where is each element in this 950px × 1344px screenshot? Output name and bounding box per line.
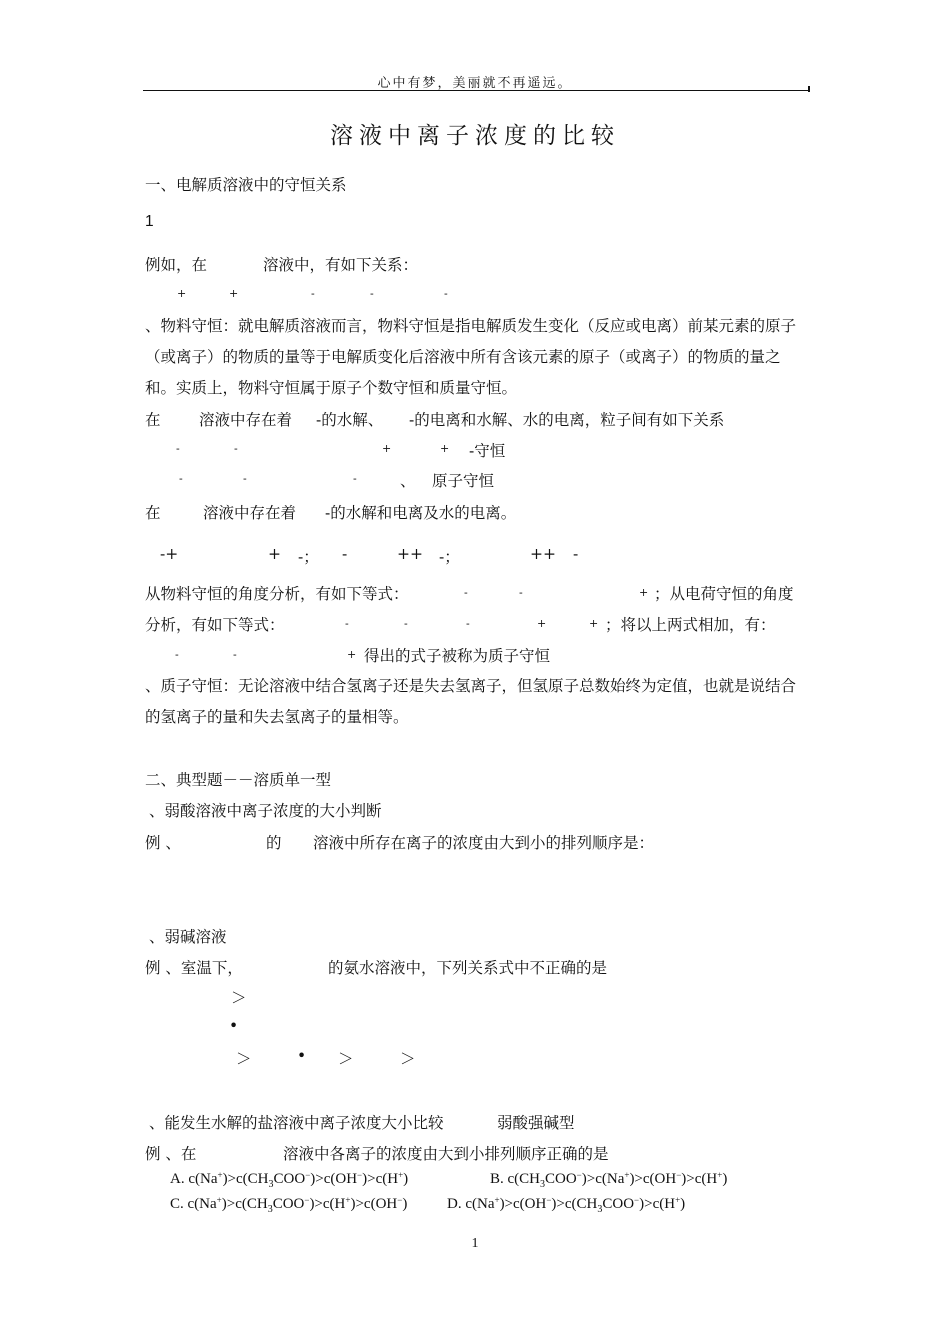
nahco3-line: -的水解和电离及水的电离。 [325,504,517,522]
subsection-salt-type: 弱酸强碱型 [497,1114,575,1132]
example-intro-rest: 溶液中，有如下关系： [263,256,419,274]
subsection-salt-hydrolysis: 、能发生水解的盐溶液中离子浓度大小比较 [149,1114,444,1132]
page-header: 心中有梦，美丽就不再遥远。 [377,76,573,91]
derivation-line-2-end: ；将以上两式相加，有： [605,616,776,634]
relation-symbol: ＞ [338,1050,354,1068]
eq-sign: - [175,648,179,661]
item-number: 1 [145,213,154,230]
eq-sign: - [519,586,523,599]
relation-symbol: • [297,1047,307,1065]
derivation-line-1: 从物料守恒的角度分析，有如下等式： [145,585,409,603]
eq-sign: + [589,617,599,630]
derivation-line-1-end: ；从电荷守恒的角度 [654,585,794,603]
atom-conservation-label: 原子守恒 [432,472,495,490]
example-2-label: 例 、室温下， [145,959,243,977]
example-1-text: 溶液中所存在离子的浓度由大到小的排列顺序是： [313,834,655,852]
na-solution-line: 溶液中存在着 [199,411,293,429]
eq-sign: + [382,442,392,455]
proton-conservation-note: 得出的式子被称为质子守恒 [364,647,551,665]
option-d[interactable]: D. $c(Na^+)>c(OH^-)>c(CH_3COO^-)>c(H^+)$ [447,1195,686,1215]
ionization-eq: ++ [397,545,423,563]
option-a[interactable]: A. $c(Na^+)>c(CH_3COO^-)>c(OH^-)>c(H^+)$ [170,1170,409,1190]
page-number: 1 [471,1236,479,1251]
eq-sign: - [353,472,357,485]
material-conservation-paragraph: 、物料守恒：就电解质溶液而言，物料守恒是指电解质发生变化（反应或电离）前某元素的原子（或离子）的物质的量等于电解质变化后溶液中所有含该元素的原子（或离子）的物质的量之和。实质上，物料守恒属于原子个数守恒和质量守恒。 [145,317,797,397]
eq-sign: - [233,648,237,661]
example-1-text: 的 [266,834,282,852]
eq-sign: - [404,617,408,630]
eq-sign: + [440,442,450,455]
option-c[interactable]: C. $c(Na^+)>c(CH_3COO^-)>c(H^+)>c(OH^-)$ [170,1195,408,1215]
eq-sign: 、 [400,472,416,490]
derivation-line-2: 分析，有如下等式： [145,616,285,634]
example-3-label: 例 、在 [145,1145,197,1163]
eq-sign: + [347,648,357,661]
relation-symbol: ＞ [236,1050,252,1068]
eq-sign: - [345,617,349,630]
relation-symbol: ＞ [400,1050,416,1068]
ionization-eq: ++ [530,545,556,563]
document-title: 溶液中离子浓度的比较 [330,123,620,149]
section-2-heading: 二、典型题－－溶质单一型 [145,771,332,789]
charge-sign: + [177,287,187,300]
na-solution-line: -的水解、 [316,411,384,429]
charge-sign: - [444,287,448,300]
ionization-eq: -； [439,548,460,566]
relation-symbol: • [229,1017,239,1035]
eq-sign: + [639,586,649,599]
charge-sign: - [370,287,374,300]
charge-conservation-label: -守恒 [469,442,506,460]
nahco3-line: 在 [145,504,161,522]
eq-sign: - [243,472,247,485]
option-b[interactable]: B. $c(CH_3COO^-)>c(Na^+)>c(OH^-)>c(H^+)$ [490,1170,728,1190]
header-rule-tick [808,86,810,92]
proton-conservation-paragraph: 、质子守恒：无论溶液中结合氢离子还是失去氢离子，但氢原子总数始终为定值，也就是说结合的氢离子的量和失去氢离子的量相等。 [145,677,797,726]
eq-sign: - [179,472,183,485]
example-3-text: 溶液中各离子的浓度由大到小排列顺序正确的是 [283,1145,609,1163]
charge-sign: + [229,287,239,300]
subsection-weak-acid: 、弱酸溶液中离子浓度的大小判断 [149,802,382,820]
example-intro: 例如，在 [145,256,208,274]
section-1-heading: 一、电解质溶液中的守恒关系 [145,176,347,194]
ionization-eq: -； [298,548,319,566]
eq-sign: - [466,617,470,630]
ionization-eq: - [342,545,348,563]
charge-sign: - [311,287,315,300]
ionization-eq: -+ [160,545,179,563]
eq-sign: + [537,617,547,630]
na-solution-line: -的电离和水解、水的电离，粒子间有如下关系 [409,411,725,429]
eq-sign: - [464,586,468,599]
eq-sign: - [234,442,238,455]
header-rule [143,90,810,91]
nahco3-line: 溶液中存在着 [203,504,297,522]
subsection-weak-base: 、弱碱溶液 [149,928,227,946]
na-solution-line: 在 [145,411,161,429]
ionization-eq: + [268,545,281,563]
example-2-text: 的氨水溶液中，下列关系式中不正确的是 [328,959,608,977]
example-1-label: 例 、 [145,834,181,852]
ionization-eq: - [573,545,579,563]
relation-symbol: ＞ [231,989,247,1007]
eq-sign: - [176,442,180,455]
